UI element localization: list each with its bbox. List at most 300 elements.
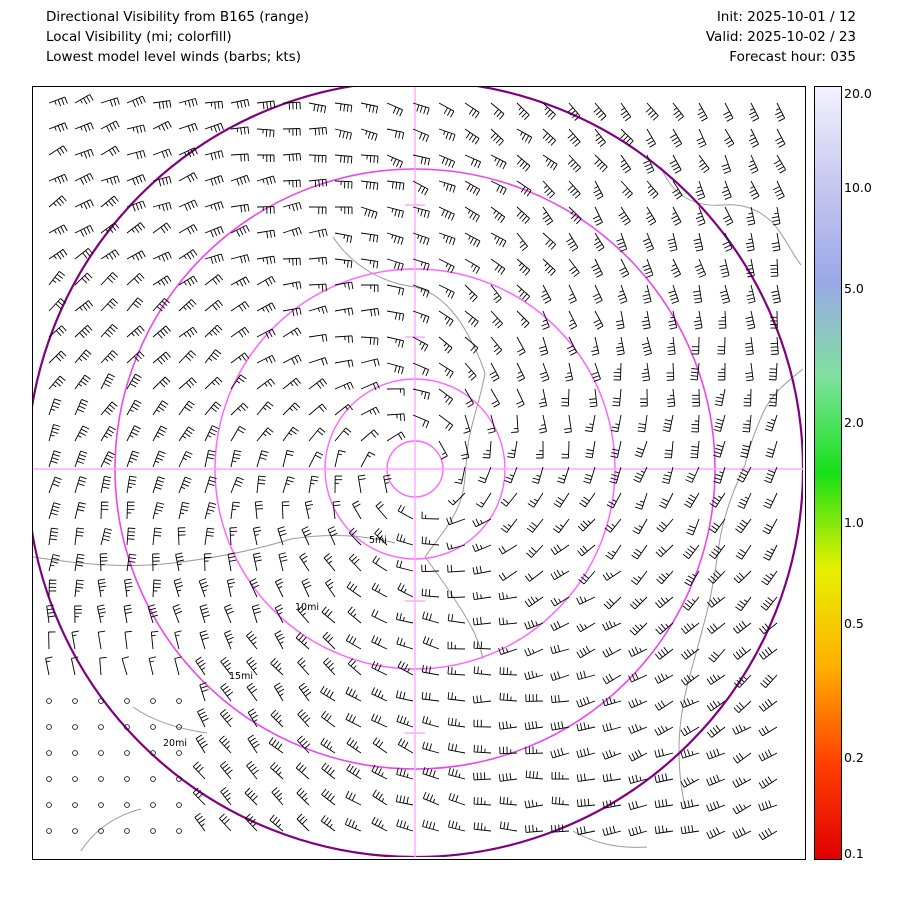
wind-barb — [361, 233, 378, 242]
wind-barb — [541, 285, 551, 303]
wind-barb — [585, 415, 595, 432]
wind-barb — [759, 828, 777, 840]
wind-barb — [473, 566, 491, 574]
wind-barb — [309, 257, 327, 264]
wind-barb — [423, 716, 439, 727]
wind-barb — [422, 665, 439, 675]
wind-barb — [591, 337, 599, 355]
wind-barb — [543, 129, 556, 146]
header-subtitle: Local Visibility (mi; colorfill) — [46, 29, 232, 45]
wind-barb — [275, 631, 285, 649]
wind-barb — [692, 389, 699, 406]
wind-barb — [439, 207, 454, 221]
wind-barb — [397, 560, 414, 571]
wind-barb — [275, 579, 283, 597]
wind-barb — [153, 477, 165, 493]
wind-barb — [614, 363, 622, 380]
wind-barb — [539, 389, 547, 407]
wind-barb — [500, 797, 517, 805]
wind-barb — [772, 207, 780, 225]
wind-barb — [517, 285, 530, 302]
colorbar-tick-1-0: 1.0 — [844, 515, 864, 531]
wind-barb — [707, 675, 725, 685]
wind-barb — [321, 711, 335, 727]
wind-barb — [569, 285, 577, 303]
wind-barb — [517, 181, 531, 196]
wind-barb — [335, 129, 352, 140]
wind-barb — [564, 415, 571, 433]
wind-barb — [397, 637, 413, 649]
wind-barb — [604, 597, 621, 609]
wind-barb — [561, 389, 569, 406]
wind-barb — [422, 512, 439, 519]
wind-barb — [345, 818, 361, 831]
wind-barb — [616, 337, 624, 355]
calm-circle — [73, 829, 78, 834]
wind-barb — [98, 579, 106, 597]
wind-barb — [372, 583, 387, 597]
wind-barb — [708, 571, 725, 584]
wind-barb — [153, 554, 160, 571]
calm-circle — [47, 699, 52, 704]
wind-barb — [606, 545, 621, 559]
wind-barb — [127, 223, 145, 233]
wind-barb — [297, 814, 309, 831]
wind-barb — [579, 571, 595, 584]
wind-barb — [309, 358, 327, 366]
wind-barb — [153, 149, 171, 158]
ring-label-5mi: 5mi — [369, 535, 387, 546]
wind-barb — [439, 233, 455, 245]
wind-barb — [594, 311, 604, 329]
wind-barb — [640, 389, 647, 406]
wind-barb — [153, 203, 171, 212]
wind-barb — [49, 477, 62, 493]
wind-barb — [577, 623, 595, 632]
calm-circles-layer — [47, 699, 182, 834]
wind-barb — [517, 233, 528, 251]
wind-barb — [153, 503, 164, 520]
wind-barb — [49, 249, 67, 259]
wind-barb — [655, 799, 673, 808]
wind-barb — [448, 591, 465, 598]
wind-barb — [543, 259, 555, 276]
wind-barb — [372, 714, 388, 727]
wind-barb — [657, 519, 673, 532]
wind-barb — [199, 579, 208, 597]
wind-barb — [578, 519, 595, 531]
wind-barb — [269, 738, 283, 754]
wind-barb — [589, 389, 597, 407]
wind-barb — [179, 148, 197, 157]
wind-barb — [153, 252, 171, 261]
wind-barb — [179, 477, 192, 493]
wind-barb — [387, 233, 403, 245]
calm-circle — [125, 829, 130, 834]
wind-barb — [671, 259, 681, 277]
wind-barb — [323, 658, 335, 675]
wind-barb — [439, 155, 455, 168]
wind-barb — [322, 763, 335, 779]
wind-barb — [690, 441, 699, 458]
wind-barb — [247, 683, 257, 701]
wind-barb — [593, 285, 602, 303]
wind-barb — [724, 129, 734, 147]
wind-barb — [75, 426, 89, 441]
wind-barb — [769, 363, 777, 380]
wind-barb — [387, 337, 404, 348]
wind-barb — [668, 285, 678, 303]
wind-barb — [577, 774, 595, 782]
wind-barb — [127, 125, 145, 134]
wind-barb — [630, 623, 647, 635]
wind-barb — [474, 745, 491, 753]
wind-barb — [439, 389, 453, 405]
header-right-block — [706, 7, 856, 67]
wind-barb — [566, 233, 578, 251]
wind-barb — [127, 175, 145, 186]
wind-barb — [127, 528, 135, 545]
wind-barb — [693, 285, 702, 303]
wind-barb — [745, 337, 753, 355]
wind-barb — [526, 771, 543, 780]
wind-barb — [257, 451, 268, 467]
wind-barb — [733, 621, 751, 633]
wind-barb — [127, 151, 145, 160]
wind-barb — [595, 155, 608, 172]
header-title: Directional Visibility from B165 (range) — [46, 9, 309, 25]
wind-barb — [629, 826, 647, 836]
wind-barb — [734, 701, 751, 713]
wind-barb — [552, 797, 569, 805]
wind-barb — [153, 528, 162, 545]
ring-label-10mi: 10mi — [295, 602, 319, 613]
wind-barb — [659, 493, 673, 508]
wind-barb — [49, 632, 56, 649]
ring-label-20mi: 20mi — [163, 738, 187, 749]
wind-barb — [691, 415, 699, 432]
wind-barb — [205, 254, 223, 264]
wind-barb — [178, 528, 185, 545]
wind-barb — [227, 579, 235, 597]
map-plot-area — [32, 86, 806, 860]
wind-barb — [257, 155, 274, 162]
wind-barb — [594, 103, 606, 121]
colorbar-tick-10-0: 10.0 — [844, 179, 872, 195]
wind-barb — [397, 715, 413, 727]
wind-barb — [283, 102, 300, 110]
wind-barb — [335, 360, 353, 368]
wind-barb — [629, 699, 647, 708]
wind-barb — [423, 820, 439, 831]
wind-barb — [321, 738, 335, 753]
wind-barb — [231, 255, 249, 264]
wind-barb — [200, 605, 210, 623]
calm-circle — [125, 777, 130, 782]
range-ring-20mi — [33, 87, 803, 857]
wind-barb — [439, 103, 454, 117]
wind-barb — [396, 613, 413, 623]
wind-barb — [465, 155, 481, 168]
wind-barb — [127, 201, 145, 211]
wind-barb — [149, 657, 156, 675]
wind-barb — [761, 675, 778, 688]
wind-barb — [49, 503, 61, 519]
wind-barb — [101, 121, 119, 132]
wind-barb — [361, 129, 377, 141]
wind-barb — [127, 326, 144, 337]
wind-barb — [257, 329, 275, 339]
wind-barb — [231, 426, 246, 441]
wind-barb — [635, 441, 647, 457]
wind-barb — [49, 399, 61, 415]
wind-barb — [309, 229, 327, 238]
wind-barb — [387, 311, 404, 321]
wind-barb — [247, 761, 259, 779]
wind-barb — [333, 501, 340, 519]
wind-barb — [499, 592, 517, 600]
wind-barb — [127, 273, 144, 285]
wind-barb — [300, 553, 309, 571]
wind-barb — [465, 363, 476, 380]
wind-barb — [551, 545, 569, 555]
wind-barb — [764, 493, 778, 508]
calm-circle — [47, 803, 52, 808]
wind-barb — [153, 352, 171, 364]
header-left-block — [46, 7, 309, 67]
wind-barb — [449, 768, 465, 779]
wind-barb — [592, 259, 603, 277]
wind-barb — [398, 583, 413, 597]
wind-barb — [361, 382, 379, 390]
wind-barb — [655, 674, 673, 684]
wind-barb — [499, 721, 517, 729]
wind-barb — [447, 543, 465, 550]
calm-circle — [99, 803, 104, 808]
wind-barb — [283, 451, 294, 468]
wind-barb — [474, 720, 491, 727]
wind-barb — [722, 181, 731, 199]
wind-barb — [397, 534, 413, 546]
wind-barb — [283, 154, 301, 162]
wind-barb — [283, 228, 301, 237]
wind-barb — [221, 657, 231, 675]
wind-barb — [179, 351, 196, 363]
wind-barb — [551, 748, 569, 758]
wind-barb — [491, 389, 500, 407]
wind-barb — [749, 155, 758, 173]
wind-barb — [631, 571, 647, 585]
calm-circle — [99, 751, 104, 756]
wind-barb — [491, 311, 503, 328]
wind-barb — [750, 181, 760, 199]
wind-barb — [439, 363, 453, 378]
wind-barb — [643, 285, 652, 303]
wind-barb — [665, 441, 674, 458]
wind-barb — [638, 415, 647, 432]
wind-barb — [309, 476, 319, 493]
wind-barb — [526, 825, 544, 833]
wind-barb — [348, 607, 361, 623]
wind-barb — [448, 614, 465, 623]
wind-barb — [101, 374, 115, 389]
wind-barb — [252, 605, 261, 623]
wind-barb — [491, 259, 505, 275]
wind-barb — [593, 207, 603, 225]
wind-barb — [710, 493, 725, 507]
wind-barb — [174, 579, 183, 597]
wind-barb — [423, 636, 439, 649]
wind-barb — [127, 451, 139, 467]
wind-barb — [525, 800, 543, 808]
wind-barb — [473, 617, 491, 625]
wind-barb — [562, 441, 570, 458]
wind-barb — [723, 103, 733, 121]
wind-barb — [667, 363, 674, 380]
wind-barb — [552, 772, 569, 779]
wind-barb — [205, 350, 221, 363]
wind-barb — [49, 123, 67, 132]
wind-barb — [101, 273, 118, 286]
wind-barb — [733, 828, 751, 839]
wind-barb — [759, 726, 777, 736]
wind-barb — [221, 787, 231, 805]
wind-barb — [231, 450, 241, 467]
wind-barb — [714, 415, 725, 431]
wind-barb — [643, 155, 654, 173]
wind-barb — [605, 519, 621, 532]
wind-barb — [205, 325, 222, 337]
calm-circle — [125, 803, 130, 808]
wind-barb — [75, 200, 93, 209]
wind-barb — [536, 441, 543, 458]
wind-barb — [568, 103, 580, 121]
wind-barb — [272, 788, 283, 805]
wind-barb — [298, 658, 309, 675]
calm-circle — [47, 725, 52, 730]
wind-barb — [735, 597, 751, 611]
wind-barb — [127, 426, 141, 441]
wind-barb — [127, 502, 135, 519]
wind-barb — [483, 441, 491, 458]
wind-barb — [474, 666, 491, 675]
wind-barb — [476, 493, 491, 507]
wind-barb — [569, 207, 581, 224]
wind-barb — [231, 127, 249, 135]
wind-barb — [309, 379, 327, 389]
wind-barb — [517, 337, 525, 355]
wind-barb — [439, 311, 453, 326]
wind-barb — [75, 325, 92, 338]
wind-barb — [283, 378, 301, 389]
wind-barb — [616, 311, 624, 329]
wind-barb — [734, 571, 751, 583]
wind-barb — [720, 259, 729, 277]
wind-barb — [257, 476, 266, 493]
calm-circle — [47, 751, 52, 756]
wind-barb — [205, 123, 223, 132]
wind-barb — [580, 493, 596, 507]
wind-barb — [283, 203, 301, 212]
wind-barb — [124, 605, 132, 623]
wind-barb — [231, 204, 249, 212]
wind-barb — [698, 103, 708, 121]
wind-barb — [681, 623, 699, 634]
wind-barb — [361, 359, 379, 367]
wind-barb — [335, 103, 352, 112]
wind-barb — [347, 582, 361, 597]
wind-barb — [759, 800, 777, 810]
wind-barb — [179, 427, 194, 441]
wind-barb — [205, 202, 223, 211]
colorbar-tick-0-2: 0.2 — [844, 750, 864, 765]
wind-barb — [101, 223, 119, 233]
wind-barb — [577, 826, 595, 834]
wind-barb — [448, 642, 465, 649]
wind-barb — [335, 155, 352, 164]
wind-barb — [551, 570, 569, 580]
wind-barb — [309, 334, 327, 341]
wind-barb — [449, 793, 465, 805]
wind-barb — [525, 721, 543, 730]
wind-barb — [465, 181, 480, 196]
wind-barb — [699, 155, 709, 173]
wind-barb — [335, 181, 352, 189]
wind-barb — [439, 337, 452, 353]
wind-barb — [491, 155, 506, 169]
wind-barb — [525, 597, 543, 607]
wind-barb — [358, 475, 366, 493]
calm-circle — [73, 699, 78, 704]
wind-barb — [373, 738, 387, 753]
wind-barb — [349, 554, 361, 571]
wind-barb — [694, 311, 702, 329]
wind-barb — [49, 174, 67, 183]
wind-barb — [707, 801, 725, 812]
wind-barb — [153, 276, 171, 286]
wind-barb — [613, 389, 622, 406]
wind-barb — [517, 207, 530, 224]
wind-barb — [528, 493, 543, 507]
colorbar — [814, 86, 842, 860]
wind-barb — [577, 697, 595, 707]
wind-barb — [101, 250, 119, 260]
wind-barb — [527, 519, 543, 532]
wind-barb — [681, 778, 699, 788]
wind-barb — [153, 451, 166, 467]
calm-circle — [151, 725, 156, 730]
wind-barb — [231, 403, 248, 415]
wind-barb — [673, 103, 684, 121]
wind-barb — [646, 207, 656, 225]
wind-barb — [283, 129, 300, 136]
wind-barb — [473, 695, 491, 703]
wind-barb — [718, 337, 726, 354]
wind-barb — [75, 375, 91, 389]
wind-barb — [655, 701, 673, 711]
wind-barb — [305, 501, 313, 519]
wind-barb — [749, 103, 759, 121]
ring-label-15mi: 15mi — [229, 671, 253, 682]
wind-barb — [569, 259, 579, 277]
wind-barb — [553, 519, 569, 533]
wind-barb — [193, 762, 205, 779]
wind-barb — [361, 259, 378, 268]
wind-barb — [205, 503, 216, 519]
calm-circle — [151, 777, 156, 782]
wind-barb — [372, 609, 387, 623]
wind-barb — [75, 95, 93, 105]
